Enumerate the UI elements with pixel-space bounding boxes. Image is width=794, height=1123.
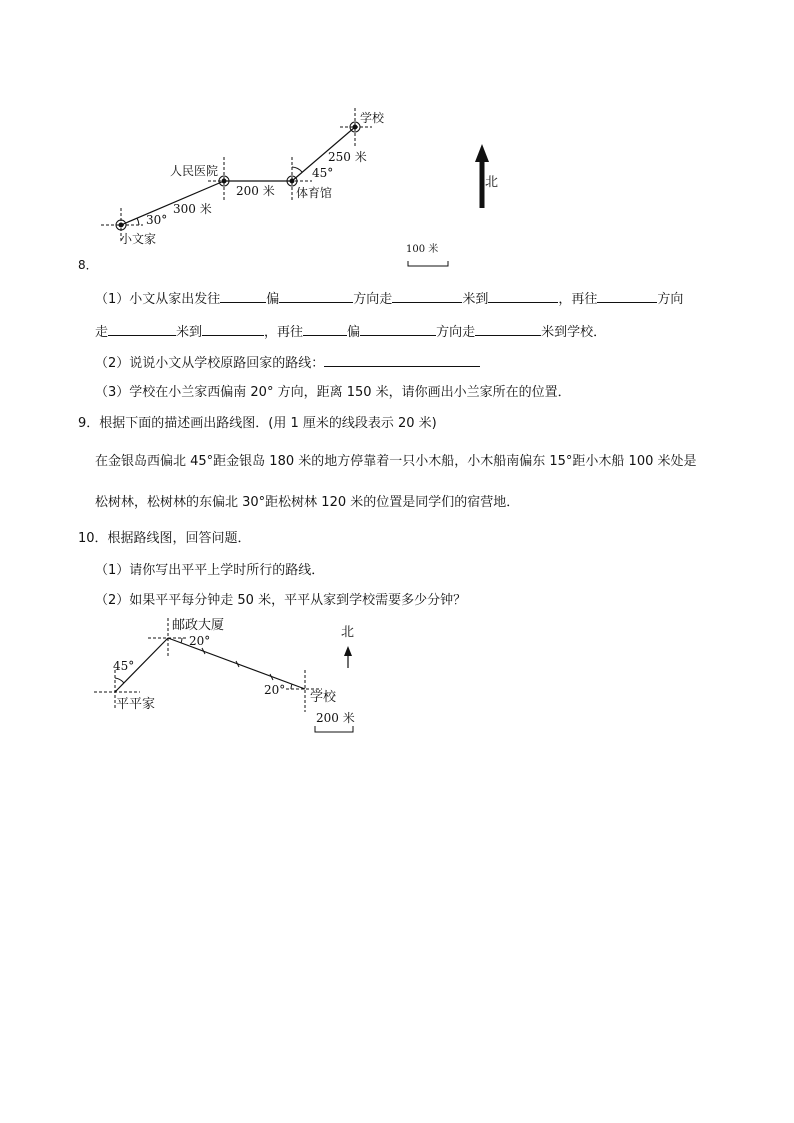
question-10-title: 10．根据路线图，回答问题． bbox=[78, 531, 251, 546]
answer-blank[interactable] bbox=[488, 290, 558, 303]
label-scale-2: 200 米 bbox=[316, 711, 355, 725]
answer-blank[interactable] bbox=[202, 323, 264, 336]
answer-blank[interactable] bbox=[108, 323, 176, 336]
question-8-number: 8． bbox=[78, 258, 98, 272]
answer-blank[interactable] bbox=[279, 290, 353, 303]
label-gym: 体育馆 bbox=[296, 186, 333, 200]
answer-blank[interactable] bbox=[324, 354, 480, 367]
question-9-line1: 在金银岛西偏北 45°距金银岛 180 米的地方停靠着一只小木船，小木船南偏东 15°距小木船 100 米处是 bbox=[95, 454, 697, 469]
label-home: 小文家 bbox=[120, 232, 157, 246]
answer-blank[interactable] bbox=[360, 323, 436, 336]
answer-blank[interactable] bbox=[475, 323, 541, 336]
question-10-part1: （1）请你写出平平上学时所行的路线． bbox=[95, 563, 325, 578]
label-north-2: 北 bbox=[341, 625, 355, 640]
scale-bar-2 bbox=[315, 726, 353, 732]
north-arrow-icon bbox=[475, 144, 489, 162]
label-distance-300: 300 米 bbox=[173, 202, 212, 216]
label-school-2: 学校 bbox=[310, 690, 337, 705]
angle-arc-45-b bbox=[115, 678, 124, 683]
question-8-part2: （2）说说小文从学校原路回家的路线： bbox=[95, 354, 480, 372]
label-angle-20-top: 20° bbox=[189, 634, 211, 648]
label-post-building: 邮政大厦 bbox=[172, 618, 225, 633]
label-distance-250: 250 米 bbox=[328, 150, 367, 164]
label-north: 北 bbox=[485, 175, 499, 190]
answer-blank[interactable] bbox=[220, 290, 266, 303]
label-angle-45: 45° bbox=[312, 166, 334, 180]
angle-arc-30 bbox=[137, 218, 139, 225]
label-school: 学校 bbox=[360, 111, 385, 125]
scale-bar-1 bbox=[408, 261, 448, 266]
label-angle-45-b: 45° bbox=[113, 659, 135, 673]
question-9-title: 9．根据下面的描述画出路线图．(用 1 厘米的线段表示 20 米) bbox=[78, 416, 437, 431]
question-8-part1-line2: 走 米到 ，再往 偏 方向走 米到学校． bbox=[95, 325, 607, 340]
answer-blank[interactable] bbox=[597, 290, 657, 303]
label-scale-1: 100 米 bbox=[406, 244, 439, 255]
question-8-part3: （3）学校在小兰家西偏南 20° 方向，距离 150 米，请你画出小兰家所在的位置． bbox=[95, 385, 571, 400]
north-arrow-2-icon bbox=[344, 646, 352, 656]
answer-blank[interactable] bbox=[303, 323, 347, 336]
answer-blank[interactable] bbox=[392, 290, 462, 303]
question-10-part2: （2）如果平平每分钟走 50 米，平平从家到学校需要多少分钟？ bbox=[95, 593, 467, 608]
label-distance-200: 200 米 bbox=[236, 184, 275, 198]
angle-arc-20-top bbox=[181, 638, 182, 643]
angle-arc-45 bbox=[292, 167, 302, 172]
label-hospital: 人民医院 bbox=[170, 164, 219, 178]
question-8-part1-line1: （1）小文从家出发往 偏 方向走 米到 ，再往 方向 bbox=[95, 292, 684, 307]
question-9-line2: 松树林，松树林的东偏北 30°距松树林 120 米的位置是同学们的宿营地． bbox=[95, 495, 520, 510]
label-angle-20-right: 20° bbox=[264, 683, 286, 697]
label-home-pingping: 平平家 bbox=[116, 697, 156, 712]
label-angle-30: 30° bbox=[146, 213, 168, 227]
angle-arc-20-right bbox=[291, 684, 292, 689]
route-map-figure-2 bbox=[0, 610, 794, 750]
